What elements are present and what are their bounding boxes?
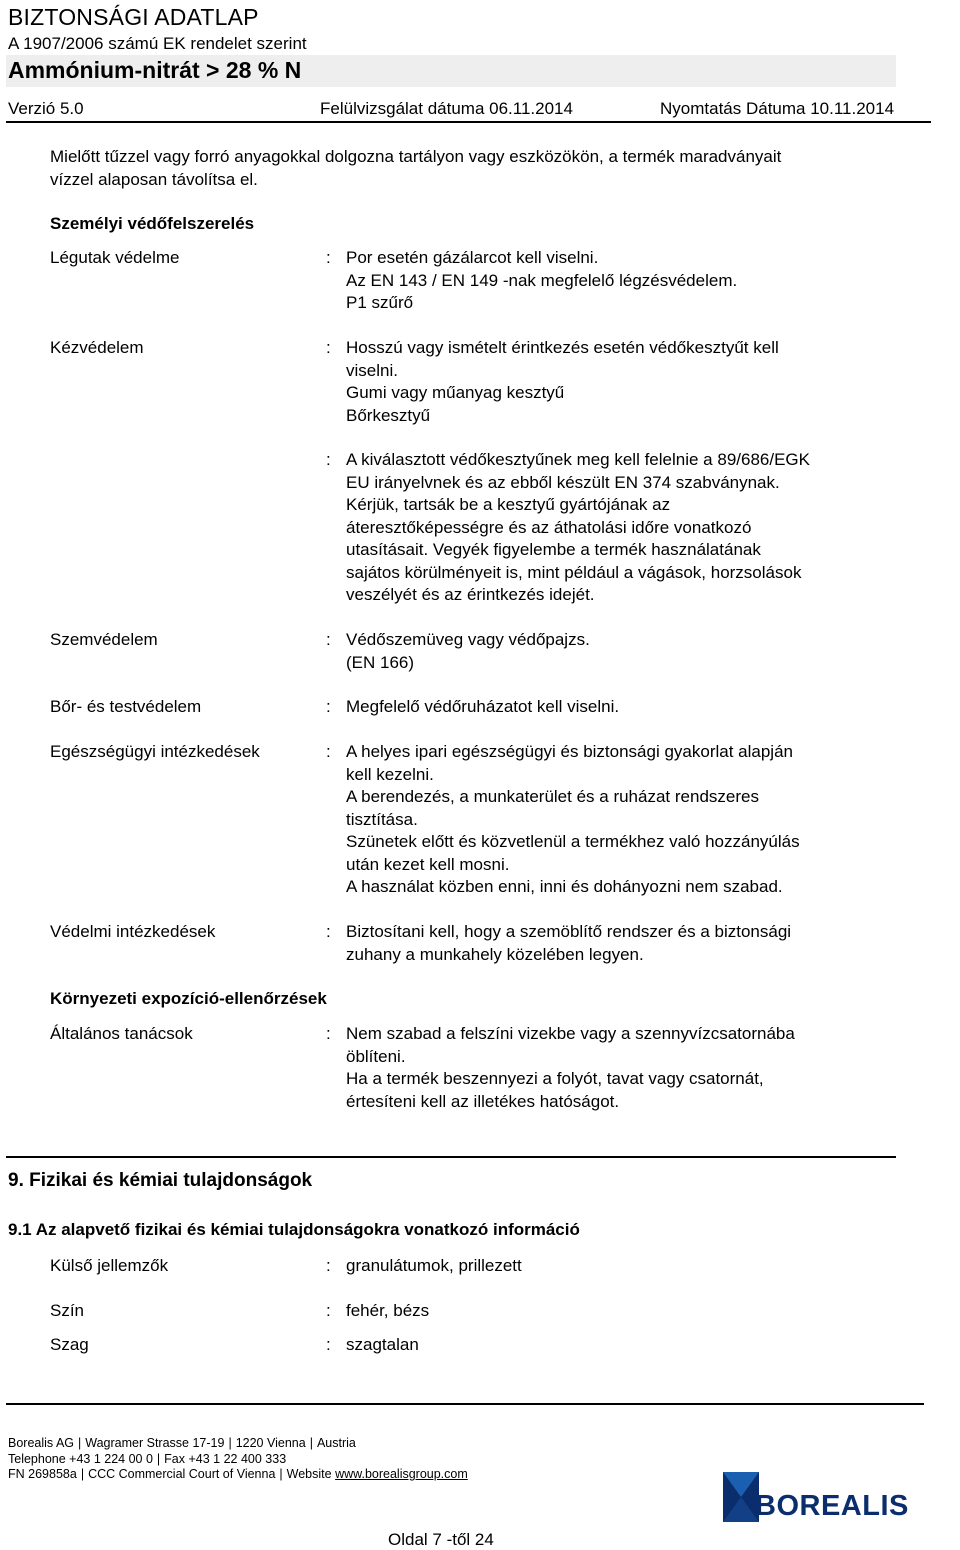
color-label: Szín <box>50 1301 85 1320</box>
version: Verzió 5.0 <box>8 99 84 118</box>
colon: : <box>326 742 331 761</box>
general-advice-label: Általános tanácsok <box>50 1024 193 1043</box>
footer-divider <box>6 1403 924 1405</box>
header-divider <box>6 121 931 123</box>
glove-standard-note: A kiválasztott védőkesztyűnek meg kell felelnie a 89/686/EGK EU irányelvnek és az ebből készült EN 374 szabványnak. Kérjük, tartsák be a kesztyű gyártójának az áteresztőképességre és az áthatolási időre vonatkozó utasításait. Vegyék figyelembe a termék használatának sajátos körülményeit is, mint például a vágások, horzsolások veszélyét és az érintkezés idejét. <box>346 450 810 604</box>
eye-label: Szemvédelem <box>50 630 158 649</box>
respiratory-label: Légutak védelme <box>50 248 180 267</box>
website-link[interactable]: www.borealisgroup.com <box>335 1467 468 1481</box>
borealis-logo-text: BOREALIS <box>755 1490 909 1522</box>
section-9-title: 9. Fizikai és kémiai tulajdonságok <box>8 1170 313 1191</box>
hand-label: Kézvédelem <box>50 338 144 357</box>
ppe-heading: Személyi védőfelszerelés <box>50 214 255 233</box>
hygiene-value: A helyes ipari egészségügyi és biztonsági gyakorlat alapján kell kezelni. A berendezés, a munkaterület és a ruházat rendszeres tisztítása. Szünetek előtt és közvetlenül a termékhez való hozzányúlás után kezet kell mosni. A használat közben enni, inni és dohányozni nem szabad. <box>346 742 800 896</box>
odor-value: szagtalan <box>346 1335 419 1354</box>
document-title: BIZTONSÁGI ADATLAP <box>8 4 259 30</box>
print-date: Nyomtatás Dátuma 10.11.2014 <box>660 99 895 118</box>
intro-paragraph: Mielőtt tűzzel vagy forró anyagokkal dolgozna tartályon vagy eszközökön, a termék maradványait vízzel alaposan távolítsa el. <box>50 147 782 189</box>
colon: : <box>326 248 331 267</box>
colon: : <box>326 1024 331 1043</box>
appearance-value: granulátumok, prillezett <box>346 1256 522 1275</box>
protective-label: Védelmi intézkedések <box>50 922 216 941</box>
appearance-label: Külső jellemzők <box>50 1256 169 1275</box>
colon: : <box>326 630 331 649</box>
skin-value: Megfelelő védőruházatot kell viselni. <box>346 697 620 716</box>
hand-value: Hosszú vagy ismételt érintkezés esetén védőkesztyűt kell viselni. Gumi vagy műanyag kesztyű Bőrkesztyű <box>346 338 779 425</box>
respiratory-value: Por esetén gázálarcot kell viselni. Az EN 143 / EN 149 -nak megfelelő légzésvédelem. P1 szűrő <box>346 248 738 312</box>
section-divider <box>6 1156 896 1158</box>
colon: : <box>326 1301 331 1320</box>
colon: : <box>326 1335 331 1354</box>
colon: : <box>326 450 331 469</box>
colon: : <box>326 1256 331 1275</box>
general-advice-value: Nem szabad a felszíni vizekbe vagy a szennyvízcsatornába öblíteni. Ha a termék beszennyezi a folyót, tavat vagy csatornát, értesíteni kell az illetékes hatóságot. <box>346 1024 795 1111</box>
page-number: Oldal 7 -től 24 <box>388 1530 494 1549</box>
environment-heading: Környezeti expozíció-ellenőrzések <box>50 989 327 1008</box>
borealis-logo-icon <box>723 1472 759 1522</box>
regulation-line: A 1907/2006 számú EK rendelet szerint <box>8 34 307 53</box>
section-9-1-subtitle: 9.1 Az alapvető fizikai és kémiai tulajdonságokra vonatkozó információ <box>8 1220 580 1239</box>
protective-value: Biztosítani kell, hogy a szemöblítő rendszer és a biztonsági zuhany a munkahely közelében legyen. <box>346 922 792 964</box>
eye-value: Védőszemüveg vagy védőpajzs. (EN 166) <box>346 630 590 672</box>
colon: : <box>326 697 331 716</box>
odor-label: Szag <box>50 1335 89 1354</box>
revision-date: Felülvizsgálat dátuma 06.11.2014 <box>320 99 573 118</box>
product-name: Ammónium-nitrát > 28 % N <box>8 57 302 83</box>
colon: : <box>326 922 331 941</box>
footer-address: Borealis AG | Wagramer Strasse 17-19 | 1220 Vienna | Austria Telephone +43 1 224 00 0 | Fax +43 1 22 400 333 FN 269858a | CCC Commercial Court of Vienna | Website www.borealisgroup.com <box>8 1436 468 1481</box>
skin-label: Bőr- és testvédelem <box>50 697 202 716</box>
hygiene-label: Egészségügyi intézkedések <box>50 742 260 761</box>
colon: : <box>326 338 331 357</box>
color-value: fehér, bézs <box>346 1301 430 1320</box>
